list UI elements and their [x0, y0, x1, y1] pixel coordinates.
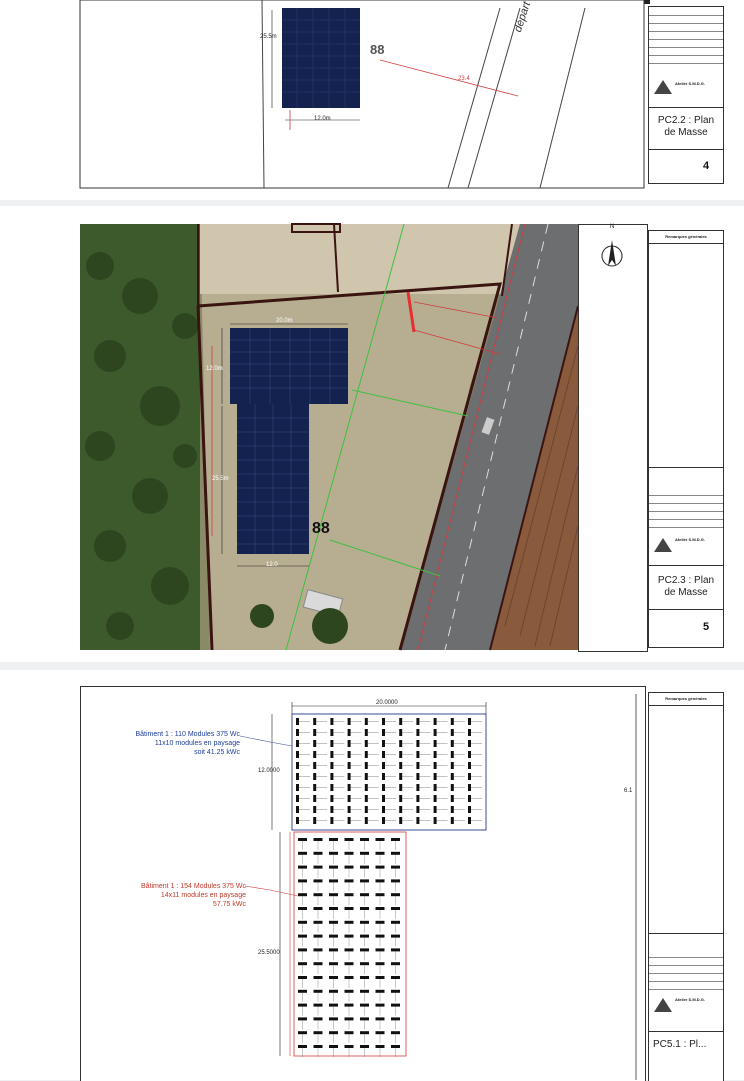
pv-module	[376, 962, 385, 965]
pv-module	[296, 784, 299, 791]
pv-module	[416, 773, 419, 780]
pv-module	[345, 935, 354, 938]
pv-module	[360, 962, 369, 965]
pv-module	[416, 784, 419, 791]
pv-module	[360, 879, 369, 882]
pv-module	[376, 948, 385, 951]
pv-module	[365, 718, 368, 725]
pv-module	[313, 784, 316, 791]
sheet2-dim-top: 20.0m	[276, 318, 293, 324]
pv-module	[382, 773, 385, 780]
pv-module	[391, 852, 400, 855]
pv-module	[391, 1031, 400, 1034]
sheet1-title: PC2.2 : Plan de Masse	[657, 115, 715, 138]
pv-module	[376, 1017, 385, 1020]
pv-module	[314, 852, 323, 855]
pv-module	[434, 718, 437, 725]
pv-module	[298, 990, 307, 993]
pv-module	[382, 806, 385, 813]
north-arrow-icon	[597, 232, 627, 272]
pv-module	[365, 729, 368, 736]
pv-module	[376, 976, 385, 979]
pv-module	[330, 795, 333, 802]
pv-module	[451, 762, 454, 769]
pv-module	[296, 817, 299, 824]
pv-module	[313, 762, 316, 769]
pv-module	[360, 1004, 369, 1007]
pv-module	[298, 976, 307, 979]
north-arrow-box	[578, 224, 648, 652]
pv-module	[382, 762, 385, 769]
pv-module	[329, 935, 338, 938]
pv-module	[451, 795, 454, 802]
pv-module	[330, 762, 333, 769]
pv-module	[434, 795, 437, 802]
sheet3-dim-top: 20.0000	[376, 700, 398, 706]
pv-module	[360, 990, 369, 993]
pv-module	[399, 806, 402, 813]
pv-module	[298, 935, 307, 938]
pv-module	[451, 806, 454, 813]
pv-module	[329, 1004, 338, 1007]
pv-module	[399, 773, 402, 780]
pv-module	[298, 1045, 307, 1048]
pv-module	[345, 838, 354, 841]
sheet1-road-label: départ	[512, 0, 534, 34]
pv-module	[451, 817, 454, 824]
pv-module	[399, 751, 402, 758]
pv-module	[330, 729, 333, 736]
sheet2-number: 5	[703, 621, 710, 633]
pv-module	[416, 751, 419, 758]
bottom-module-grid	[298, 838, 400, 1057]
pv-module	[391, 935, 400, 938]
sheet1-number: 4	[703, 160, 710, 172]
batiment-blue-label	[96, 730, 240, 757]
pv-module	[314, 948, 323, 951]
pv-module	[360, 866, 369, 869]
pv-module	[360, 852, 369, 855]
pv-module	[382, 817, 385, 824]
pv-module	[345, 879, 354, 882]
pv-module	[376, 1045, 385, 1048]
pv-module	[468, 817, 471, 824]
pv-module	[330, 751, 333, 758]
sheet3-remarks-title: Remarques générales	[665, 696, 707, 701]
pv-module	[416, 817, 419, 824]
pv-module	[434, 729, 437, 736]
pv-module	[329, 962, 338, 965]
pv-module	[329, 866, 338, 869]
pv-module	[382, 718, 385, 725]
panel-array-top	[230, 328, 348, 404]
pv-module	[298, 948, 307, 951]
pv-module	[376, 921, 385, 924]
pv-module	[391, 879, 400, 882]
site-plan-sheet1	[0, 0, 744, 200]
pv-module	[468, 729, 471, 736]
office-name: Atelier S.M.D.G.	[675, 537, 706, 542]
pv-module	[391, 962, 400, 965]
pv-module	[416, 718, 419, 725]
pv-module	[391, 948, 400, 951]
pv-module	[376, 990, 385, 993]
pv-module	[348, 784, 351, 791]
pv-module	[313, 740, 316, 747]
office-logo	[653, 79, 673, 95]
pv-module	[416, 762, 419, 769]
pv-module	[298, 852, 307, 855]
pv-module	[468, 751, 471, 758]
pv-module	[468, 718, 471, 725]
pv-module	[376, 1031, 385, 1034]
pv-module	[345, 1045, 354, 1048]
pv-module	[360, 893, 369, 896]
pv-module	[451, 729, 454, 736]
pv-module	[296, 751, 299, 758]
pv-module	[313, 795, 316, 802]
pv-module	[360, 838, 369, 841]
pv-module	[314, 907, 323, 910]
pv-module	[360, 1031, 369, 1034]
pv-module	[345, 907, 354, 910]
sheet-pc5-1	[0, 670, 744, 1080]
sheet1-distance-label: 88	[370, 42, 385, 57]
pv-module	[376, 893, 385, 896]
pv-module	[330, 718, 333, 725]
pv-module	[313, 751, 316, 758]
pv-module	[391, 1017, 400, 1020]
pv-module	[345, 1004, 354, 1007]
pv-module	[345, 948, 354, 951]
pv-module	[298, 1004, 307, 1007]
sheet1-dim-width: 12.0m	[314, 116, 331, 122]
sheet2-dim-side2: 25.5m	[212, 476, 229, 482]
pv-module	[314, 893, 323, 896]
pv-module	[298, 893, 307, 896]
pv-module	[382, 784, 385, 791]
pv-module	[365, 773, 368, 780]
pv-module	[434, 817, 437, 824]
pv-module	[468, 784, 471, 791]
pv-module	[329, 976, 338, 979]
batiment-red-line1: Bâtiment 1 : 154 Modules 375 Wc	[140, 883, 246, 890]
pv-module	[376, 935, 385, 938]
pv-module	[330, 773, 333, 780]
pv-module	[391, 1045, 400, 1048]
pv-module	[314, 1031, 323, 1034]
pv-module	[376, 866, 385, 869]
cartouche-row	[649, 519, 723, 528]
pv-module	[360, 976, 369, 979]
pv-module	[360, 907, 369, 910]
pv-module	[296, 740, 299, 747]
sheet3-dim-left-bottom: 25.5000	[258, 950, 280, 956]
pv-module	[345, 976, 354, 979]
office-name: Atelier S.M.D.G.	[675, 81, 706, 86]
pv-module	[434, 784, 437, 791]
pv-module	[296, 806, 299, 813]
pv-module	[434, 762, 437, 769]
pv-module	[382, 740, 385, 747]
pv-module	[376, 907, 385, 910]
pv-module	[376, 838, 385, 841]
pv-module	[314, 1004, 323, 1007]
pv-module	[382, 795, 385, 802]
pv-module	[314, 921, 323, 924]
pv-module	[416, 729, 419, 736]
pv-module	[296, 795, 299, 802]
pv-module	[314, 1017, 323, 1020]
pv-module	[329, 1031, 338, 1034]
pv-module	[345, 866, 354, 869]
pv-module	[365, 751, 368, 758]
pv-module	[365, 806, 368, 813]
pv-module	[348, 718, 351, 725]
pv-module	[391, 990, 400, 993]
pv-module	[416, 795, 419, 802]
pv-module	[313, 718, 316, 725]
batiment-blue-line1: Bâtiment 1 : 110 Modules 375 Wc	[135, 731, 240, 738]
pv-module	[298, 1031, 307, 1034]
pv-module	[416, 806, 419, 813]
pv-module	[391, 893, 400, 896]
pv-module	[313, 806, 316, 813]
pv-module	[330, 806, 333, 813]
pv-module	[345, 1031, 354, 1034]
pv-module	[298, 962, 307, 965]
pv-module	[360, 948, 369, 951]
pv-module	[376, 852, 385, 855]
pv-module	[298, 879, 307, 882]
pv-module	[329, 990, 338, 993]
sheet3-cartouche	[648, 692, 724, 1081]
pv-module	[329, 852, 338, 855]
cartouche-row	[649, 981, 723, 990]
pv-module	[329, 893, 338, 896]
pv-module	[314, 935, 323, 938]
sheet2-cartouche	[648, 230, 724, 648]
pv-module	[296, 773, 299, 780]
pv-module	[329, 907, 338, 910]
pv-module	[348, 817, 351, 824]
pv-module	[298, 838, 307, 841]
pv-module	[314, 990, 323, 993]
pv-module	[365, 762, 368, 769]
pv-module	[360, 1017, 369, 1020]
pv-module	[468, 773, 471, 780]
sheet3-dim-left-top: 12.0000	[258, 768, 280, 774]
pv-module	[416, 740, 419, 747]
pv-module	[314, 879, 323, 882]
pv-module	[399, 784, 402, 791]
pv-module	[365, 740, 368, 747]
pv-module	[296, 718, 299, 725]
pv-module	[376, 879, 385, 882]
sheet2-dim-side1: 12.0m	[206, 366, 223, 372]
pv-module	[298, 907, 307, 910]
sheet-pc2-2	[0, 0, 744, 200]
pv-module	[434, 740, 437, 747]
sheet2-remarks-title: Remarques générales	[665, 234, 707, 239]
pv-module	[345, 921, 354, 924]
pv-module	[348, 729, 351, 736]
pv-module	[348, 740, 351, 747]
pv-module	[391, 1004, 400, 1007]
pv-module	[434, 806, 437, 813]
batiment-red-label	[96, 882, 246, 909]
pv-module	[314, 866, 323, 869]
pv-module	[330, 817, 333, 824]
batiment-red-line2: 14x11 modules en paysage	[160, 892, 246, 899]
pv-module	[298, 921, 307, 924]
pv-module	[434, 773, 437, 780]
pv-module	[314, 1045, 323, 1048]
sheet3-title: PC5.1 : Pl...	[653, 1039, 707, 1050]
pv-module	[313, 817, 316, 824]
pv-module	[391, 838, 400, 841]
pv-module	[399, 817, 402, 824]
north-label: N	[610, 224, 615, 230]
sheet1-dim-road: 23.4	[458, 76, 470, 82]
pv-module	[451, 751, 454, 758]
pv-module	[468, 762, 471, 769]
pv-module	[399, 795, 402, 802]
pv-module	[296, 729, 299, 736]
batiment-blue-line2: 11x10 modules en paysage	[154, 740, 240, 747]
sheet2-dim-bottom: 12.0	[266, 562, 278, 568]
pv-module	[329, 838, 338, 841]
sheet2-title: PC2.3 : Plan de Masse	[657, 575, 715, 598]
office-logo	[653, 537, 673, 553]
pv-module	[329, 879, 338, 882]
office-logo	[653, 997, 673, 1013]
pv-module	[360, 921, 369, 924]
pv-module	[329, 1045, 338, 1048]
pv-module	[451, 773, 454, 780]
pv-module	[329, 948, 338, 951]
cartouche-row	[649, 55, 723, 64]
pv-module	[345, 893, 354, 896]
pv-module	[314, 962, 323, 965]
pv-module	[468, 740, 471, 747]
pv-module	[348, 773, 351, 780]
pv-module	[451, 740, 454, 747]
pv-module	[399, 762, 402, 769]
pv-module	[468, 795, 471, 802]
pv-module	[391, 866, 400, 869]
sheet3-dim-right: 6.1	[624, 788, 633, 794]
batiment-red-line3: 57.75 kWc	[212, 901, 246, 908]
pv-module	[376, 1004, 385, 1007]
sheet2-distance-label: 88	[312, 520, 330, 537]
pv-module	[314, 976, 323, 979]
batiment-blue-line3: soit 41.25 kWc	[194, 749, 240, 756]
pv-module	[348, 795, 351, 802]
sheet1-dim-height: 25.5m	[260, 34, 277, 40]
pv-module	[329, 1017, 338, 1020]
pv-module	[360, 1045, 369, 1048]
pv-module	[348, 751, 351, 758]
pv-module	[360, 935, 369, 938]
pv-module	[391, 921, 400, 924]
office-name: Atelier S.M.D.G.	[675, 997, 706, 1002]
pv-module	[298, 866, 307, 869]
pv-module	[468, 806, 471, 813]
pv-module	[345, 990, 354, 993]
pv-module	[382, 751, 385, 758]
pv-module	[365, 784, 368, 791]
pv-module	[391, 976, 400, 979]
sheet1-cartouche	[648, 6, 724, 184]
pv-module	[345, 962, 354, 965]
pv-module	[348, 806, 351, 813]
pv-module	[313, 729, 316, 736]
pv-module	[451, 784, 454, 791]
pv-module	[391, 907, 400, 910]
pv-module	[399, 740, 402, 747]
pv-module	[330, 784, 333, 791]
pv-module	[345, 852, 354, 855]
pv-module	[399, 718, 402, 725]
pv-module	[399, 729, 402, 736]
pv-module	[296, 762, 299, 769]
top-module-grid	[296, 718, 482, 824]
pv-module	[348, 762, 351, 769]
pv-module	[314, 838, 323, 841]
pv-module	[330, 740, 333, 747]
pv-module	[313, 773, 316, 780]
pv-module	[329, 921, 338, 924]
pv-module	[365, 795, 368, 802]
pv-module	[382, 729, 385, 736]
sheet-pc2-3	[0, 206, 744, 662]
pv-module	[365, 817, 368, 824]
pv-module	[345, 1017, 354, 1020]
pv-module	[298, 1017, 307, 1020]
pv-module	[451, 718, 454, 725]
pv-module	[434, 751, 437, 758]
